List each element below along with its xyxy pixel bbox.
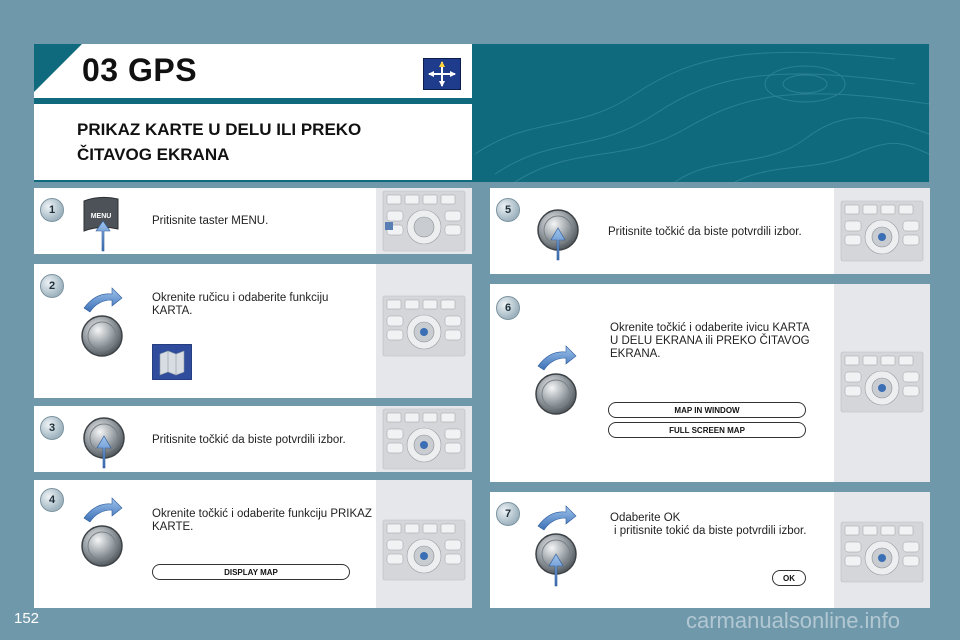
option-map-in-window[interactable]: MAP IN WINDOW: [608, 402, 806, 418]
rotate-press-knob-icon[interactable]: [532, 504, 582, 588]
control-panel-icon: [834, 492, 930, 608]
rotate-knob-icon[interactable]: [78, 496, 128, 568]
step-7-text: [610, 512, 810, 538]
gps-crosshair-icon: [423, 58, 461, 90]
rotate-arrow-icon: [84, 288, 122, 312]
menu-button-label: MENU: [90, 213, 112, 220]
watermark: carmanualsonline.info: [686, 608, 901, 633]
step-5-text: Pritisnite točkić da biste potvrdili izbor.: [608, 226, 802, 238]
menu-button-icon[interactable]: [80, 195, 124, 253]
step-number-badge: 1: [40, 198, 64, 222]
step-7-text-line2: i pritisnite tokić da biste potvrdili izbor.: [614, 525, 807, 537]
page-title: 03 GPS: [82, 52, 198, 88]
step-number-badge: 5: [496, 198, 520, 222]
step-2-panel: [376, 264, 472, 398]
step-4-text: Okrenite točkić i odaberite funkciju PRIKAZ KARTE.: [152, 508, 372, 533]
map-icon: [152, 344, 192, 380]
step-7-text-line1: Odaberite OK: [610, 512, 681, 524]
press-knob-icon[interactable]: [534, 204, 582, 262]
press-knob-icon[interactable]: [80, 412, 128, 470]
page-number: 152: [14, 610, 40, 627]
control-panel-icon: [834, 284, 930, 482]
control-panel-icon: [376, 264, 472, 398]
step-number-badge: 4: [40, 488, 64, 512]
step-3-text: Pritisnite točkić da biste potvrdili izbor.: [152, 434, 346, 446]
option-display-map[interactable]: DISPLAY MAP: [152, 564, 350, 580]
topo-pattern-icon: [475, 44, 929, 182]
option-full-screen-map[interactable]: FULL SCREEN MAP: [608, 422, 806, 438]
step-number-badge: 6: [496, 296, 520, 320]
step-7-panel: [834, 492, 930, 608]
step-2-text: Okrenite ručicu i odaberite funkciju KARTA.: [152, 292, 329, 317]
step-1-panel: [376, 188, 472, 254]
rotate-knob-icon[interactable]: [532, 344, 582, 416]
rotate-arrow-icon: [538, 346, 576, 370]
control-panel-icon: [376, 188, 472, 254]
page-subtitle: PRIKAZ KARTE U DELU ILI PREKO ČITAVOG EKRANA: [77, 120, 362, 164]
step-number-badge: 3: [40, 416, 64, 440]
control-panel-icon: [834, 188, 930, 274]
rotate-arrow-icon: [84, 498, 122, 522]
rotate-arrow-icon: [538, 506, 576, 530]
step-number-badge: 2: [40, 274, 64, 298]
control-panel-icon: [376, 406, 472, 472]
step-number-badge: 7: [496, 502, 520, 526]
step-3-panel: [376, 406, 472, 472]
step-6-panel: [834, 284, 930, 482]
step-4-panel: [376, 480, 472, 608]
step-5-panel: [834, 188, 930, 274]
step-6-text: Okrenite točkić i odaberite ivicu KARTA U DELU EKRANA ili PREKO ČITAVOG EKRANA.: [610, 322, 810, 360]
step-1-text: Pritisnite taster MENU.: [152, 215, 269, 227]
control-panel-icon: [376, 480, 472, 608]
option-ok[interactable]: OK: [772, 570, 806, 586]
rotate-knob-icon[interactable]: [78, 286, 128, 358]
